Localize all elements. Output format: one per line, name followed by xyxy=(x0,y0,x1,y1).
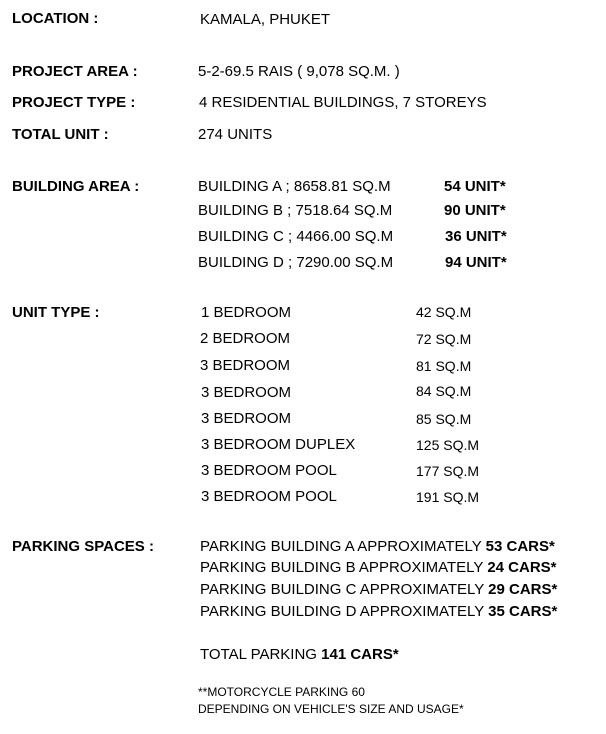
parking-building-b xyxy=(200,559,557,576)
parking-spaces-label: PARKING SPACES : xyxy=(12,538,154,555)
building-c-units: 36 UNIT* xyxy=(445,228,507,245)
total-unit-value: 274 UNITS xyxy=(198,126,273,143)
vehicle-size-note: DEPENDING ON VEHICLE'S SIZE AND USAGE* xyxy=(198,702,464,716)
unit-type-row-4-type: 3 BEDROOM xyxy=(201,384,292,401)
unit-type-row-4-size: 84 SQ.M xyxy=(416,383,472,399)
total-parking-text: TOTAL PARKING xyxy=(200,646,322,663)
unit-type-row-3-size: 81 SQ.M xyxy=(416,358,472,374)
parking-building-c-cars: 29 CARS* xyxy=(488,581,558,598)
unit-type-row-2-type: 2 BEDROOM xyxy=(200,330,291,347)
parking-building-a xyxy=(200,538,555,555)
unit-type-row-8-size: 191 SQ.M xyxy=(416,489,480,505)
parking-building-d-cars: 35 CARS* xyxy=(488,603,558,620)
unit-type-row-7-type: 3 BEDROOM POOL xyxy=(201,462,337,479)
total-unit-label: TOTAL UNIT : xyxy=(12,126,109,143)
building-b-area: BUILDING B ; 7518.64 SQ.M xyxy=(198,202,393,219)
motorcycle-note: **MOTORCYCLE PARKING 60 xyxy=(198,685,365,699)
project-area-label: PROJECT AREA : xyxy=(12,63,138,80)
building-a-units: 54 UNIT* xyxy=(444,178,506,195)
unit-type-row-6-type: 3 BEDROOM DUPLEX xyxy=(201,436,356,453)
parking-building-c xyxy=(200,581,557,598)
total-parking-cars: 141 CARS* xyxy=(321,646,399,663)
unit-type-row-1-size: 42 SQ.M xyxy=(416,304,472,320)
total-parking xyxy=(200,646,399,663)
unit-type-row-5-type: 3 BEDROOM xyxy=(201,410,292,427)
parking-building-a-cars: 53 CARS* xyxy=(485,538,555,555)
unit-type-row-7-size: 177 SQ.M xyxy=(416,463,480,479)
location-value: KAMALA, PHUKET xyxy=(200,11,331,28)
building-area-label: BUILDING AREA : xyxy=(12,178,140,195)
building-b-units: 90 UNIT* xyxy=(444,202,506,219)
parking-building-d xyxy=(200,603,557,620)
building-d-area: BUILDING D ; 7290.00 SQ.M xyxy=(198,254,394,271)
parking-building-d-text: PARKING BUILDING D APPROXIMATELY xyxy=(200,603,489,620)
unit-type-row-3-type: 3 BEDROOM xyxy=(200,357,291,374)
parking-building-b-cars: 24 CARS* xyxy=(487,559,557,576)
building-d-units: 94 UNIT* xyxy=(445,254,507,271)
building-c-area: BUILDING C ; 4466.00 SQ.M xyxy=(198,228,394,245)
unit-type-row-1-type: 1 BEDROOM xyxy=(201,304,292,321)
parking-building-a-text: PARKING BUILDING A APPROXIMATELY xyxy=(200,538,486,555)
location-label: LOCATION : xyxy=(12,10,99,27)
project-area-value: 5-2-69.5 RAIS ( 9,078 SQ.M. ) xyxy=(198,63,400,80)
project-type-label: PROJECT TYPE : xyxy=(12,94,136,111)
parking-building-b-text: PARKING BUILDING B APPROXIMATELY xyxy=(200,559,488,576)
unit-type-label: UNIT TYPE : xyxy=(12,304,100,321)
parking-building-c-text: PARKING BUILDING C APPROXIMATELY xyxy=(200,581,489,598)
unit-type-row-5-size: 85 SQ.M xyxy=(416,411,472,427)
unit-type-row-6-size: 125 SQ.M xyxy=(416,437,480,453)
unit-type-row-8-type: 3 BEDROOM POOL xyxy=(201,488,337,505)
project-type-value: 4 RESIDENTIAL BUILDINGS, 7 STOREYS xyxy=(199,94,487,111)
unit-type-row-2-size: 72 SQ.M xyxy=(416,331,472,347)
building-a-area: BUILDING A ; 8658.81 SQ.M xyxy=(198,178,391,195)
